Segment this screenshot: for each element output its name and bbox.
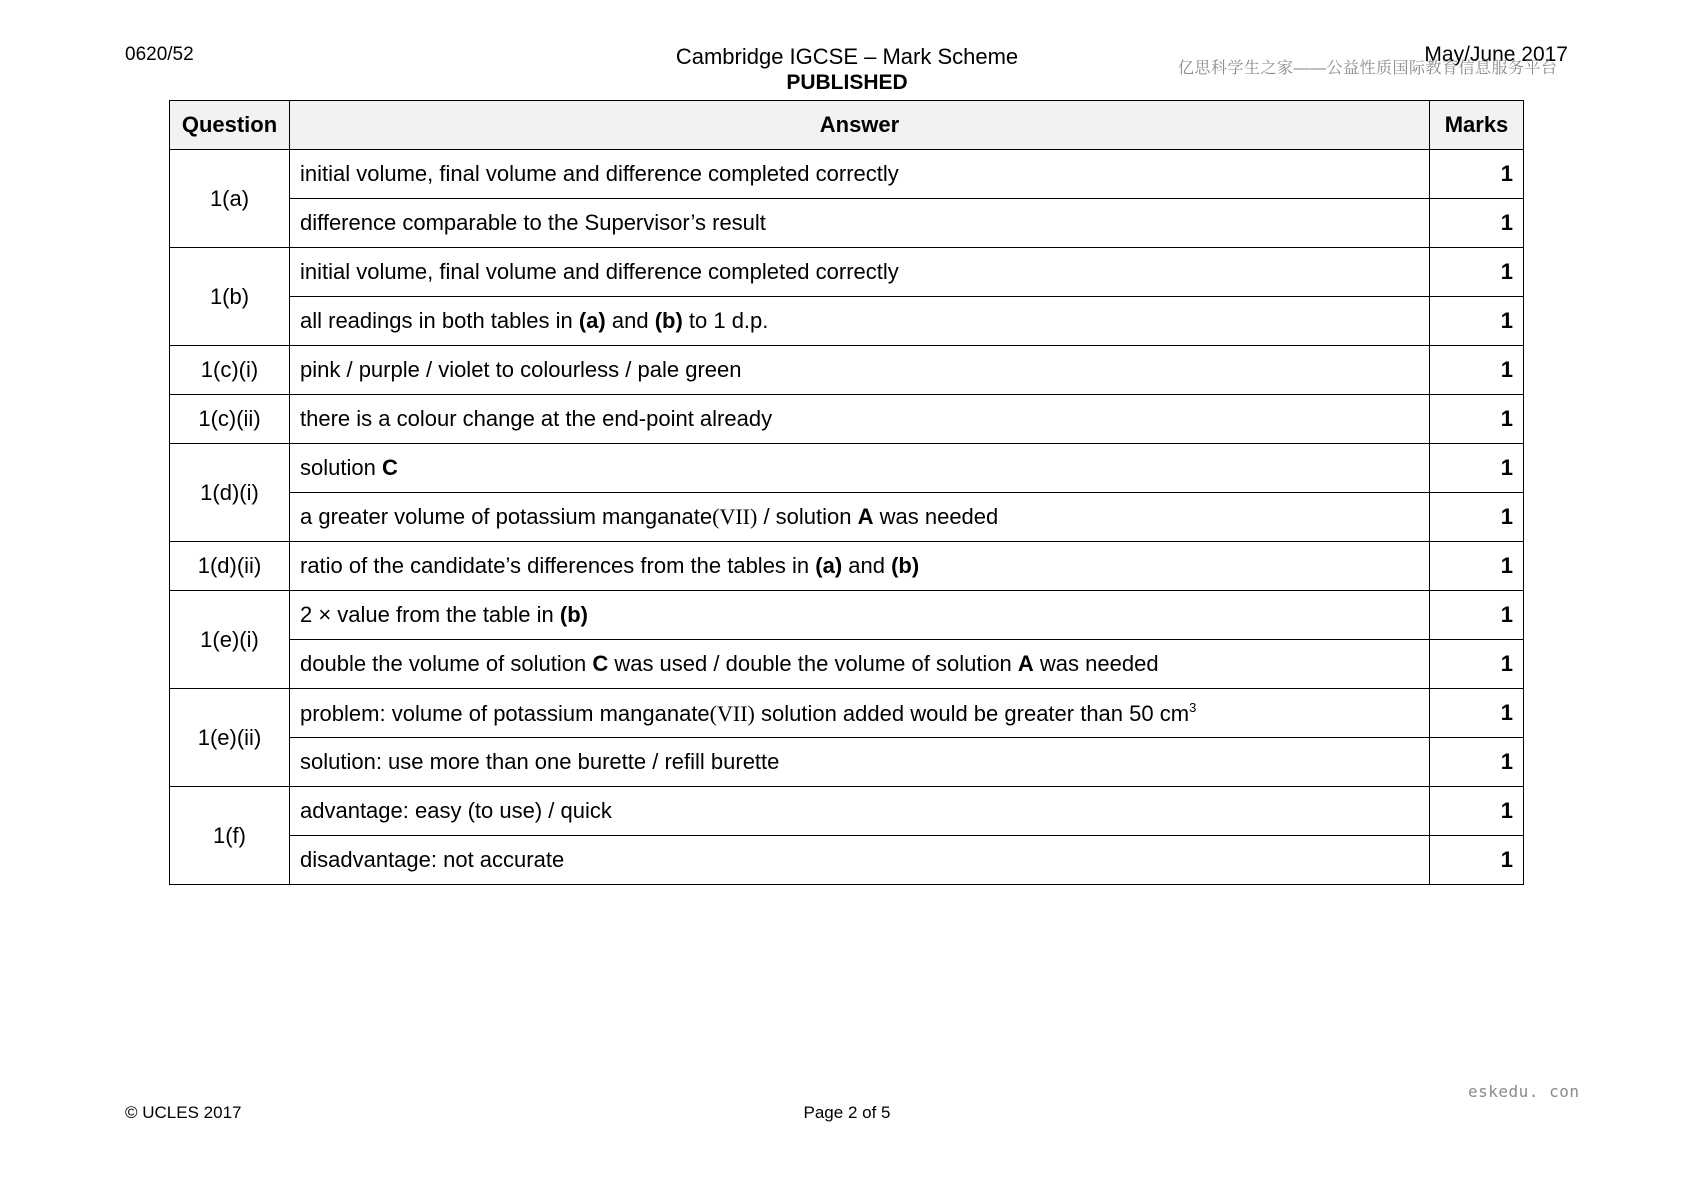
answer-cell [290,640,1430,689]
answer-text: 3 [1189,699,1197,715]
answer-column-header: Answer [290,101,1430,150]
copyright: © UCLES 2017 [125,1103,242,1122]
marks-cell: 1 [1430,836,1524,885]
marks-cell: 1 [1430,248,1524,297]
published-label: PUBLISHED [786,71,908,94]
question-number: 1(d)(ii) [170,542,290,591]
answer-text: A [857,504,874,529]
answer-text: initial volume, final volume and difference completed correctly [300,259,899,284]
watermark-text: 亿思科学生之家——公益性质国际教育信息服务平台 [1178,60,1558,77]
answer-cell [290,836,1430,885]
question-number: 1(c)(i) [170,346,290,395]
table-row [170,591,1524,640]
answer-cell [290,199,1430,248]
table-row [170,150,1524,199]
answer-text: advantage: easy (to use) / quick [300,798,612,823]
marks-cell: 1 [1430,444,1524,493]
watermark-footer: eskedu. con [1468,1082,1580,1101]
answer-text: was needed [873,504,999,529]
answer-cell [290,493,1430,542]
table-row [170,640,1524,689]
answer-text: to 1 d.p. [682,308,769,333]
marks-cell: 1 [1430,395,1524,444]
answer-text: solution: use more than one burette / refill burette [300,749,780,774]
question-number: 1(f) [170,787,290,885]
answer-text: all readings in both tables in [300,308,579,333]
mark-scheme-table [169,100,1524,885]
table-row [170,493,1524,542]
table-row [170,248,1524,297]
question-number: 1(e)(ii) [170,689,290,787]
table-row [170,738,1524,787]
table-row [170,689,1524,738]
mark-scheme-title: Cambridge IGCSE – Mark Scheme [675,44,1019,69]
marks-cell: 1 [1430,591,1524,640]
answer-text: problem: volume of potassium manganate [300,700,710,726]
answer-text: / solution [757,504,858,529]
question-number: 1(c)(ii) [170,395,290,444]
table-body [170,150,1524,885]
answer-cell [290,591,1430,640]
marks-cell: 1 [1430,787,1524,836]
answer-text: pink / purple / violet to colourless / pale green [300,357,742,382]
answer-text: difference comparable to the Supervisor’s result [300,210,766,235]
answer-cell [290,395,1430,444]
answer-text: was needed [1033,651,1159,676]
table-header-row [170,101,1524,150]
answer-text: (VII) [712,504,758,529]
marks-cell: 1 [1430,640,1524,689]
table-row [170,542,1524,591]
answer-text: and [842,553,892,578]
table-row [170,787,1524,836]
question-column-header: Question [170,101,290,150]
table-row [170,199,1524,248]
marks-cell: 1 [1430,150,1524,199]
question-number: 1(d)(i) [170,444,290,542]
answer-text: solution [300,455,382,480]
answer-text: (b) [654,308,683,333]
answer-text: A [1017,651,1034,676]
answer-text: there is a colour change at the end-point already [300,406,773,431]
answer-text: ratio of the candidate’s differences from the tables in [300,553,816,578]
exam-session: May/June 2017 [1424,43,1568,66]
answer-cell [290,444,1430,493]
table-row [170,297,1524,346]
marks-cell: 1 [1430,346,1524,395]
answer-text: solution added would be greater than 50 cm [754,700,1190,726]
answer-cell [290,542,1430,591]
marks-cell: 1 [1430,738,1524,787]
table-row [170,346,1524,395]
answer-cell [290,787,1430,836]
page-number: Page 2 of 5 [803,1103,891,1122]
answer-text: 2 × value from the table in [300,602,560,627]
answer-text: and [605,308,655,333]
answer-cell [290,689,1430,738]
answer-text: was used / double the volume of solution [608,651,1018,676]
answer-text: (b) [559,602,588,627]
marks-cell: 1 [1430,689,1524,738]
answer-text: disadvantage: not accurate [300,847,565,872]
table-row [170,395,1524,444]
answer-cell [290,346,1430,395]
answer-text: (a) [815,553,843,578]
table-row [170,444,1524,493]
answer-text: a greater volume of potassium manganate [300,504,713,529]
paper-code: 0620/52 [125,44,194,65]
marks-cell: 1 [1430,199,1524,248]
answer-text: C [381,455,398,480]
answer-cell [290,150,1430,199]
answer-cell [290,248,1430,297]
answer-cell [290,738,1430,787]
answer-text: double the volume of solution [300,651,593,676]
answer-text: (b) [891,553,920,578]
answer-text: C [592,651,609,676]
answer-cell [290,297,1430,346]
answer-text: initial volume, final volume and difference completed correctly [300,161,899,186]
table-row [170,836,1524,885]
marks-cell: 1 [1430,493,1524,542]
marks-cell: 1 [1430,542,1524,591]
marks-cell: 1 [1430,297,1524,346]
question-number: 1(e)(i) [170,591,290,689]
question-number: 1(b) [170,248,290,346]
answer-text: (VII) [709,700,755,726]
answer-text: (a) [578,308,606,333]
question-number: 1(a) [170,150,290,248]
marks-column-header: Marks [1430,101,1524,150]
